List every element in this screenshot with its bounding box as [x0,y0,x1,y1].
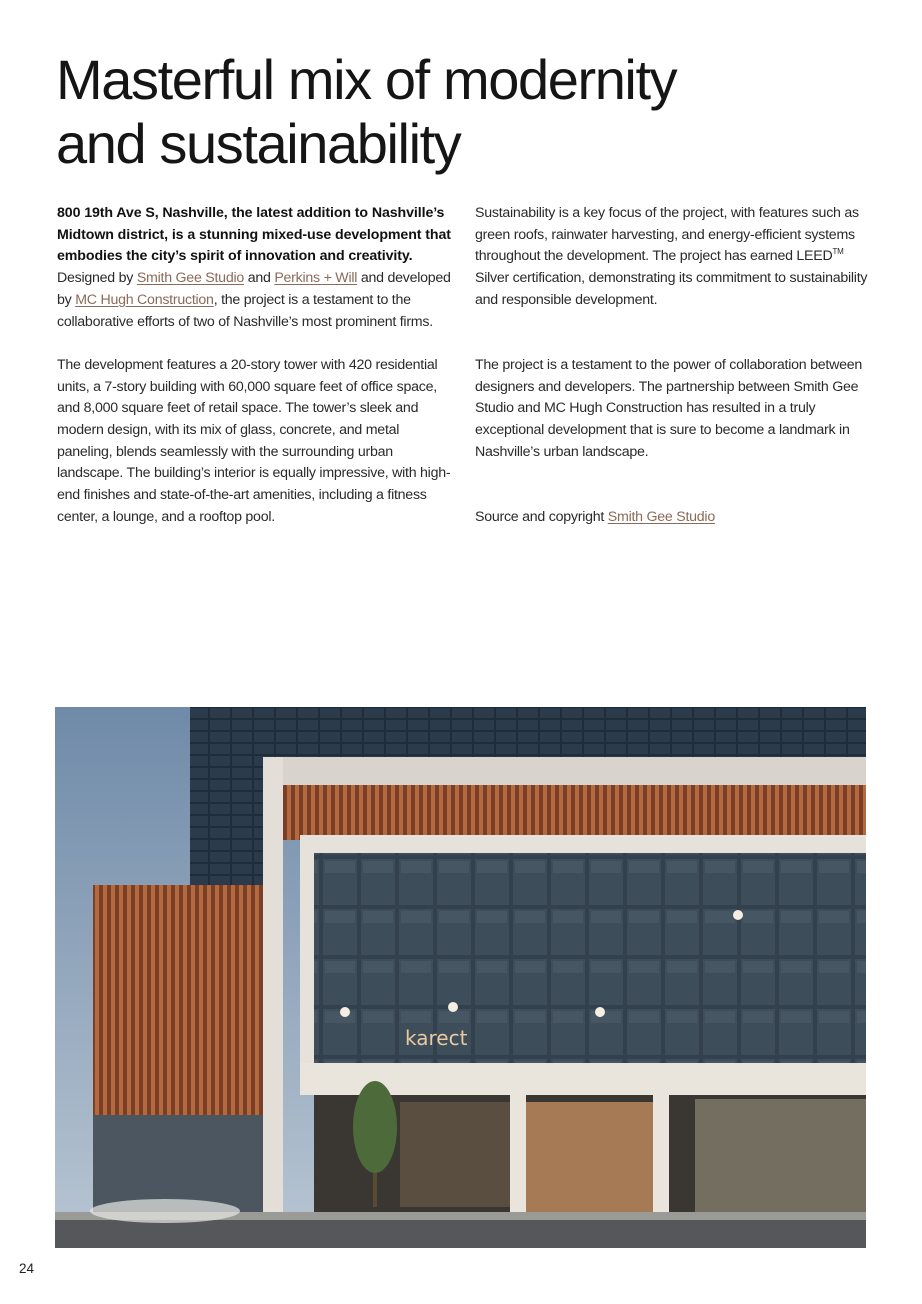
title-line-1: Masterful mix of modernity [56,48,677,111]
perkins-will-link[interactable]: Perkins + Will [274,270,358,287]
text-segment: and developed by [57,270,451,308]
text-segment: Sustainability is a key focus of the project, with features such as green roofs, rainwater harvesting, and energy-efficient systems throughout the development. The project has earned LEED [475,205,859,265]
text-segment: Silver certification, demonstrating its commitment to sustainability and responsible development. [475,270,868,308]
development-paragraph: The development features a 20-story tower with 420 residential units, a 7-story building with 60,000 square feet of office space, and 8,000 square feet of retail space. The tower’s sleek and modern design, with its mix of glass, concrete, and metal paneling, blends seamlessly with the surrounding urban landscape. The building’s interior is equally impressive, with high-end finishes and state-of-the-art amenities, including a fitness center, a lounge, and a rooftop pool. [57,356,451,525]
text-segment: Designed by [57,270,137,287]
parking-screen [93,885,268,1115]
column [653,1095,669,1217]
collaboration-paragraph: The project is a testament to the power of collaboration between designers and developers. The partnership between Smith Gee Studio and MC Hugh Construction has resulted in a truly exceptional development that is sure to become a landmark in Nashville’s urban landscape. [475,356,862,460]
mc-hugh-construction-link[interactable]: MC Hugh Construction [75,291,214,308]
upper-wood-fins [283,785,866,840]
text-segment: and [244,270,275,287]
title-line-2: and sustainability [56,112,461,175]
pendant-light [733,910,743,920]
smith-gee-studio-link[interactable]: Smith Gee Studio [136,270,245,287]
column [510,1095,526,1217]
entrance-glass [400,1102,510,1207]
tree-canopy [353,1081,397,1173]
frame-top [300,835,866,855]
right-column [475,203,870,550]
source-line [475,507,870,529]
roof-canopy [263,757,866,787]
building-photo [55,707,866,1248]
text-segment: , the project is a testament to the collaborative efforts of two of Nashville’s most prominent firms. [57,291,433,330]
pendant-light [595,1007,605,1017]
left-column [57,203,452,550]
lead-sentence: 800 19th Ave S, Nashville, the latest addition to Nashville’s Midtown district, is a stunning mixed-use development that embodies the city’s spirit of innovation and creativity. [57,205,451,265]
curtain-wall [314,853,866,1063]
frame-left [300,835,314,1070]
source-link[interactable]: Smith Gee Studio [607,508,715,525]
retail-glass [695,1099,866,1214]
pendant-light [448,1002,458,1012]
page-title [56,48,756,176]
frame-left-column [263,757,283,1217]
background-tower-left [190,707,270,897]
sustainability-paragraph [475,203,870,312]
page-number: 24 [19,1261,35,1276]
source-label: Source and copyright [475,508,608,525]
passing-car-blur [90,1199,240,1223]
intro-paragraph [57,203,452,333]
trademark-superscript: TM [832,247,844,257]
pendant-light [340,1007,350,1017]
lobby-glass [525,1102,655,1212]
building-illustration [55,707,866,1248]
building-sign: karect [405,1026,468,1050]
